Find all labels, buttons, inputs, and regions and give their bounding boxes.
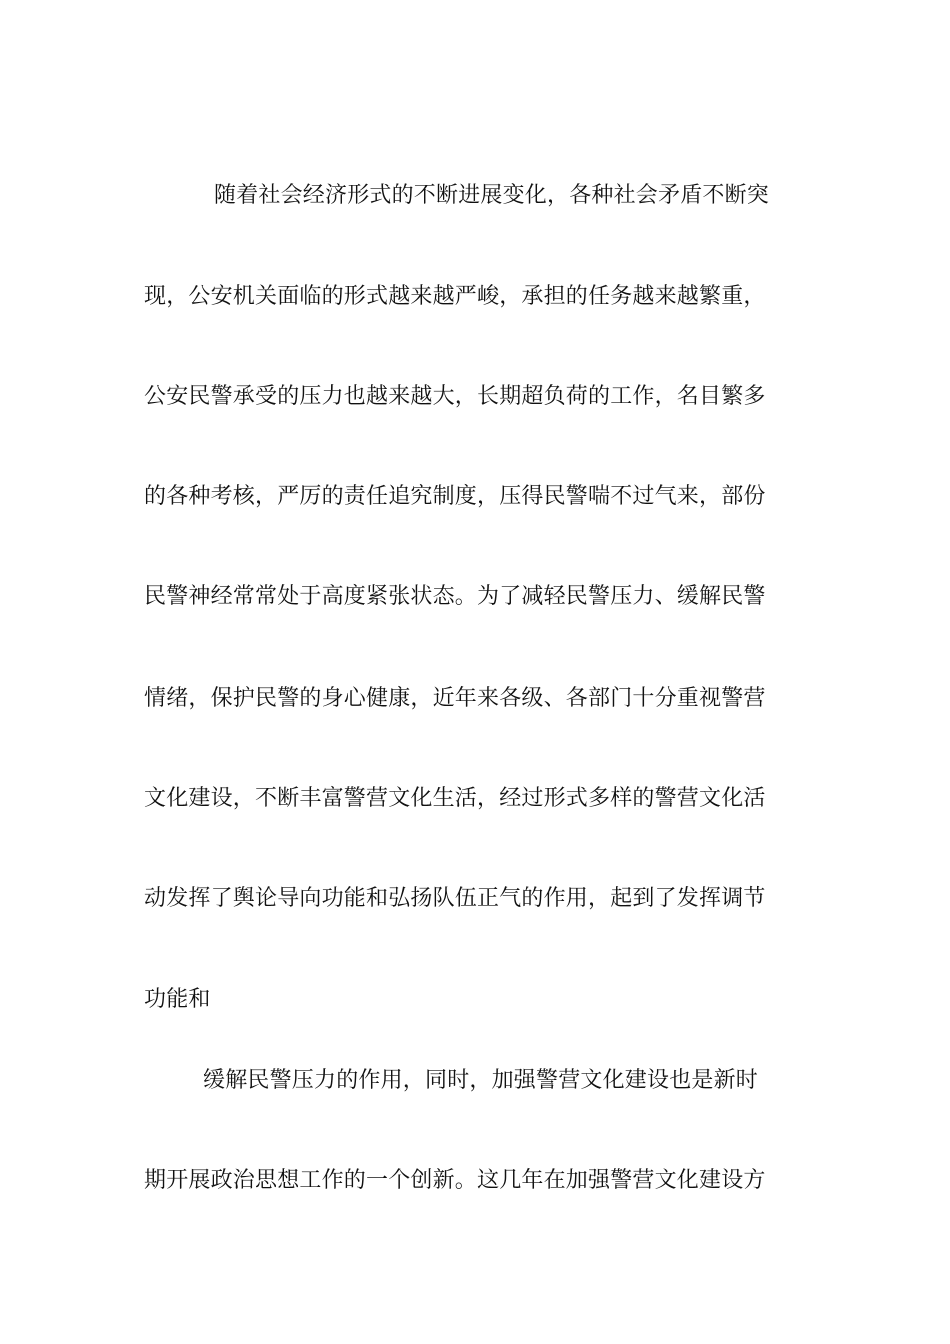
paragraph-line: 公安民警承受的压力也越来越大，长期超负荷的工作，名目繁多 bbox=[144, 384, 766, 409]
paragraph-line: 随着社会经济形式的不断进展变化，各种社会矛盾不断突 bbox=[214, 183, 770, 208]
paragraph-line: 民警神经常常处于高度紧张状态。为了减轻民警压力、缓解民警 bbox=[144, 584, 766, 609]
paragraph-line: 文化建设，不断丰富警营文化生活，经过形式多样的警营文化活 bbox=[144, 786, 766, 811]
paragraph-line: 期开展政治思想工作的一个创新。这几年在加强警营文化建设方 bbox=[144, 1168, 766, 1193]
paragraph-line: 的各种考核，严厉的责任追究制度，压得民警喘不过气来，部份 bbox=[144, 484, 766, 509]
paragraph-line: 情绪，保护民警的身心健康，近年来各级、各部门十分重视警营 bbox=[144, 686, 766, 711]
paragraph-line: 功能和 bbox=[144, 987, 211, 1012]
paragraph-line: 动发挥了舆论导向功能和弘扬队伍正气的作用，起到了发挥调节 bbox=[144, 886, 766, 911]
paragraph-line: 缓解民警压力的作用，同时，加强警营文化建设也是新时 bbox=[203, 1068, 759, 1093]
paragraph-line: 现，公安机关面临的形式越来越严峻，承担的任务越来越繁重， bbox=[144, 284, 766, 309]
